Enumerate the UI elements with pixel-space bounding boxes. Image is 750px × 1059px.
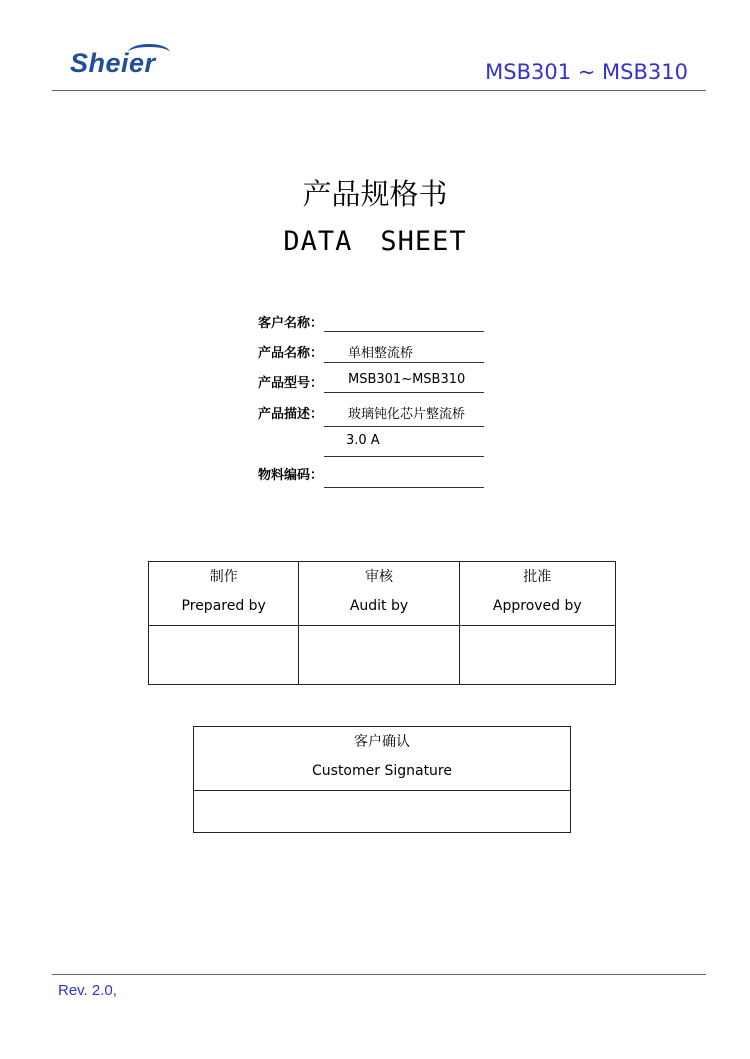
logo-text: Sheier	[70, 48, 156, 78]
approval-header-en: Audit by	[349, 598, 409, 614]
field-underline	[324, 487, 484, 488]
field-underline	[324, 456, 484, 457]
field-value-current-rating: 3.0 A	[346, 433, 380, 448]
field-label-product-name: 产品名称：	[258, 346, 324, 361]
field-label-material-code: 物料编码：	[258, 468, 324, 483]
field-label-product-description: 产品描述：	[258, 407, 324, 422]
field-underline	[324, 362, 484, 363]
field-value-product-description: 玻璃钝化芯片整流桥	[348, 407, 466, 422]
approved-signature-cell[interactable]	[459, 626, 615, 685]
field-value-product-model: MSB301~MSB310	[348, 372, 466, 387]
customer-signature-header	[194, 727, 571, 791]
header-model-range: MSB301 ~ MSB310	[485, 60, 688, 84]
page-title-en	[0, 226, 750, 257]
approval-table	[148, 561, 616, 685]
company-logo	[70, 48, 156, 79]
revision-label: Rev. 2.0,	[58, 982, 117, 999]
approval-header-audit	[299, 562, 459, 626]
footer-divider	[52, 974, 706, 975]
field-value-product-name: 单相整流桥	[348, 346, 414, 361]
page-title-cn: 产品规格书	[302, 177, 448, 211]
approval-header-cn: 审核	[364, 569, 393, 585]
header-divider	[52, 90, 706, 91]
customer-signature-cell[interactable]	[194, 791, 571, 833]
approval-header-en: Prepared by	[181, 598, 266, 614]
approval-header-approved	[459, 562, 615, 626]
customer-header-cn: 客户确认	[354, 734, 410, 750]
prepared-signature-cell[interactable]	[149, 626, 299, 685]
customer-signature-table	[193, 726, 571, 833]
audit-signature-cell[interactable]	[299, 626, 459, 685]
field-underline	[324, 392, 484, 393]
customer-header-en: Customer Signature	[312, 763, 452, 779]
approval-header-cn: 制作	[209, 569, 238, 585]
logo-arc-icon	[128, 44, 170, 61]
approval-header-cn: 批准	[523, 569, 552, 585]
field-underline	[324, 426, 484, 427]
field-label-customer-name: 客户名称：	[258, 316, 324, 331]
field-underline	[324, 331, 484, 332]
approval-header-en: Approved by	[492, 598, 582, 614]
title-en-left: DATA	[283, 226, 353, 257]
title-en-right: SHEET	[380, 226, 467, 257]
approval-header-prepared	[149, 562, 299, 626]
field-label-product-model: 产品型号：	[258, 376, 324, 391]
